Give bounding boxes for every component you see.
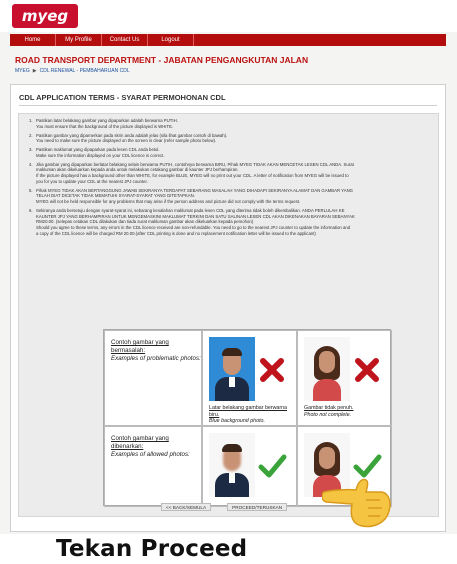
blue-background-photo [209, 337, 255, 401]
allowed-photo-male [209, 433, 255, 497]
divider [19, 105, 437, 106]
nav-home[interactable]: Home [10, 34, 56, 46]
terms-box [18, 113, 439, 517]
terms-list [29, 118, 431, 240]
allowed-sample-male [202, 426, 297, 507]
breadcrumb-arrow-icon: ▶ [32, 68, 37, 74]
term-item: 1. Pastikan latar belakang gambar yang dipaparkan adalah berwarna PUTIH. You must ensure that the background of the picture displayed is WHITE. [29, 118, 178, 129]
incomplete-caption-ms: Gambar tidak penuh. [304, 405, 354, 411]
nav-contact-us[interactable]: Contact Us [102, 34, 148, 46]
site-header [0, 0, 457, 32]
page-title: ROAD TRANSPORT DEPARTMENT - JABATAN PENGANGKUTAN JALAN [15, 55, 309, 65]
main-nav [10, 34, 446, 46]
proceed-button[interactable]: PROCEED/TERUSKAN [227, 503, 287, 511]
myeg-logo[interactable]: myeg [12, 4, 78, 28]
cross-icon [352, 355, 382, 385]
allowed-label-cell [104, 426, 202, 507]
breadcrumb-myeg[interactable]: MYEG [15, 68, 30, 74]
blue-caption-ms: Latar belakang gambar berwarna biru. [209, 405, 288, 418]
allowed-title-ms: Contoh gambar yang dibenarkan: [111, 435, 169, 450]
check-icon [257, 451, 287, 481]
problematic-title-ms: Contoh gambar yang bermasalah: [111, 339, 169, 354]
panel-title: CDL APPLICATION TERMS - SYARAT PERMOHONAN CDL [19, 93, 226, 102]
breadcrumb [15, 68, 130, 74]
back-button[interactable]: << BACK/SEMULA [161, 503, 211, 511]
problematic-title-en: Examples of problematic photos: [111, 354, 201, 362]
nav-logout[interactable]: Logout [148, 34, 194, 46]
term-item: 6. Sekiranya anda bersetuju dengan syarat-syarat ini, sebarang kesalahan maklumat pada lesen CDL yang diterima tidak boleh dikembalikan. ANDA PERLULAH KE KAUNTER JPJ YANG BERHAMPIRAN UNTUK MENGEMASKINI MAKLUMAT TERKINI DAN SATU SALINAN LESEN CDL AKAN DIKENAKAN BAYARAN SEBANYAK RM20.00. (selepas cetakan CDL dilakukan dan tiada surat makluman gambar akan dikeluarkan kepada pemohon) Should you agree to these terms, any errors in the CDL licence received are non-refundable. You need to go to the nearest JPJ counter to update the information and a copy of the CDL licence will be charged RM 20.00.(after CDL printing is done and no replacement notification letter will be issued to the applicant) [29, 208, 355, 236]
terms-panel [10, 84, 446, 532]
action-buttons [161, 503, 287, 511]
incomplete-photo-sample [297, 330, 392, 426]
cross-icon [257, 355, 287, 385]
breadcrumb-cdl-renewal[interactable]: CDL RENEWAL - PEMBAHARUAN CDL [39, 68, 130, 74]
overlay-caption: Tekan Proceed [56, 536, 248, 562]
term-item: 5. Pihak MYEG TIDAK AKAN BERTANGGUNG JAWAB SEKIRANYA TERDAPAT SEBARANG MASALAH YANG DIHADAPI SEKIRANYA ALAMAT DAN GAMBAR YANG TELAH DIAT DICETAK TIDAK MEMATUHI SYARAT-SYARAT YANG DITETAPKAN. MYEG will not be held responsible for any problems that may arise if the person address and picture did not comply with the terms request. [29, 187, 354, 205]
problematic-label-cell [104, 330, 202, 426]
pointing-hand-icon [322, 470, 394, 530]
term-item: 4. Jika gambar yang dipaparkan berlatar belakang selain berwarna PUTIH, contohnya berwarna BIRU, Pihak MYEG TIDAK AKAN MENCETAK LESEN CDL ANDA. Surat makluman akan dikeluarkan kepada anda untuk melakukan cetakang gambar di kaunter JPJ berhampiran. If the picture displayed has a background other than WHITE, for example BLUE, MYEG will no print out your CDL. A letter of notification from MYEG will be issued to you for you to update your CDL at the nearest JPJ counter. [29, 161, 354, 184]
blue-background-sample [202, 330, 297, 426]
incomplete-caption-en: Photo not complete. [304, 411, 352, 418]
term-item: 3. Pastikan maklumat yang dipaparkan pada lesen CDL anda betul. Make sure the information displayed on your CDL licence is correct. [29, 147, 165, 158]
blue-caption-en: Blue background photo. [209, 418, 265, 425]
incomplete-photo [304, 337, 350, 401]
nav-my-profile[interactable]: My Profile [56, 34, 102, 46]
term-item: 2. Pastikan gambar yang dipamerkan pada skrin anda adalah jelas (sila lihat gambar contoh di bawah). You need to make sure the picture displayed on the screen is clear (refer sample photo below). [29, 132, 228, 144]
allowed-title-en: Examples of allowed photos: [111, 450, 190, 458]
